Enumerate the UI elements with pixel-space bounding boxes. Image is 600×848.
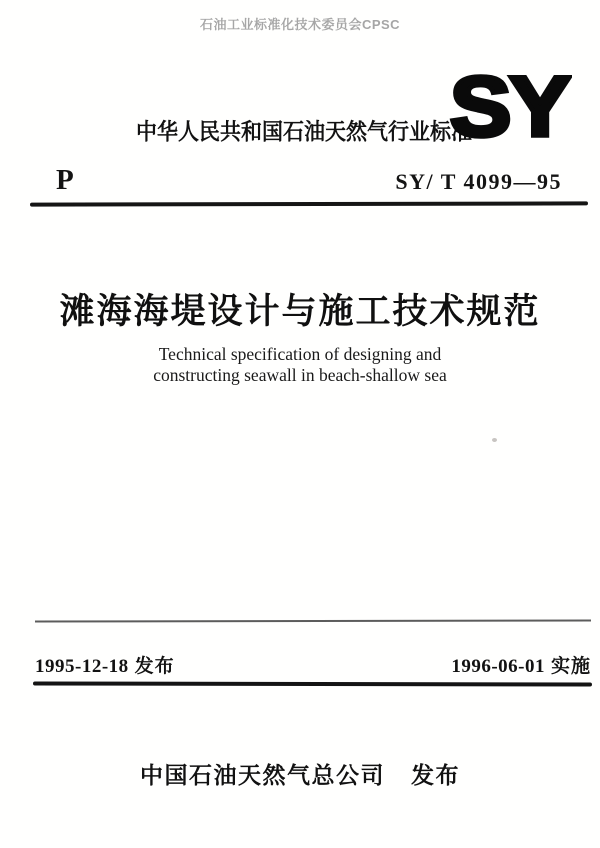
implementation-date-value: 1996-06-01 [451, 656, 545, 677]
publish-action-label: 发布 [411, 762, 460, 788]
implementation-date-label: 实施 [550, 656, 591, 677]
standard-class-title: 中华人民共和国石油天然气行业标准 [136, 120, 472, 146]
doc-classification-code: P [56, 164, 74, 196]
scan-artifact-speck [492, 438, 497, 442]
header-rule [30, 201, 588, 206]
title-english-line1: Technical specification of designing and [158, 344, 442, 364]
footer [0, 757, 600, 790]
issue-date-value: 1995-12-18 [35, 656, 129, 677]
title-english-line2: constructing seawall in beach-shallow sea [153, 365, 447, 385]
standard-number: SY/ T 4099—95 [395, 169, 562, 194]
sy-logo: SY [450, 60, 569, 154]
publisher-name: 中国石油天然气总公司 [140, 762, 385, 788]
issue-date-label: 发布 [134, 656, 175, 677]
title-chinese: 滩海海堤设计与施工技术规范 [59, 292, 541, 331]
title-english [0, 344, 600, 386]
date-band-bottom-rule [33, 682, 592, 687]
date-band-top-rule [35, 620, 591, 623]
implementation-date [451, 651, 591, 678]
date-row [35, 651, 591, 678]
committee-header: 石油工业标准化技术委员会CPSC [199, 17, 401, 32]
issue-date [35, 651, 175, 678]
